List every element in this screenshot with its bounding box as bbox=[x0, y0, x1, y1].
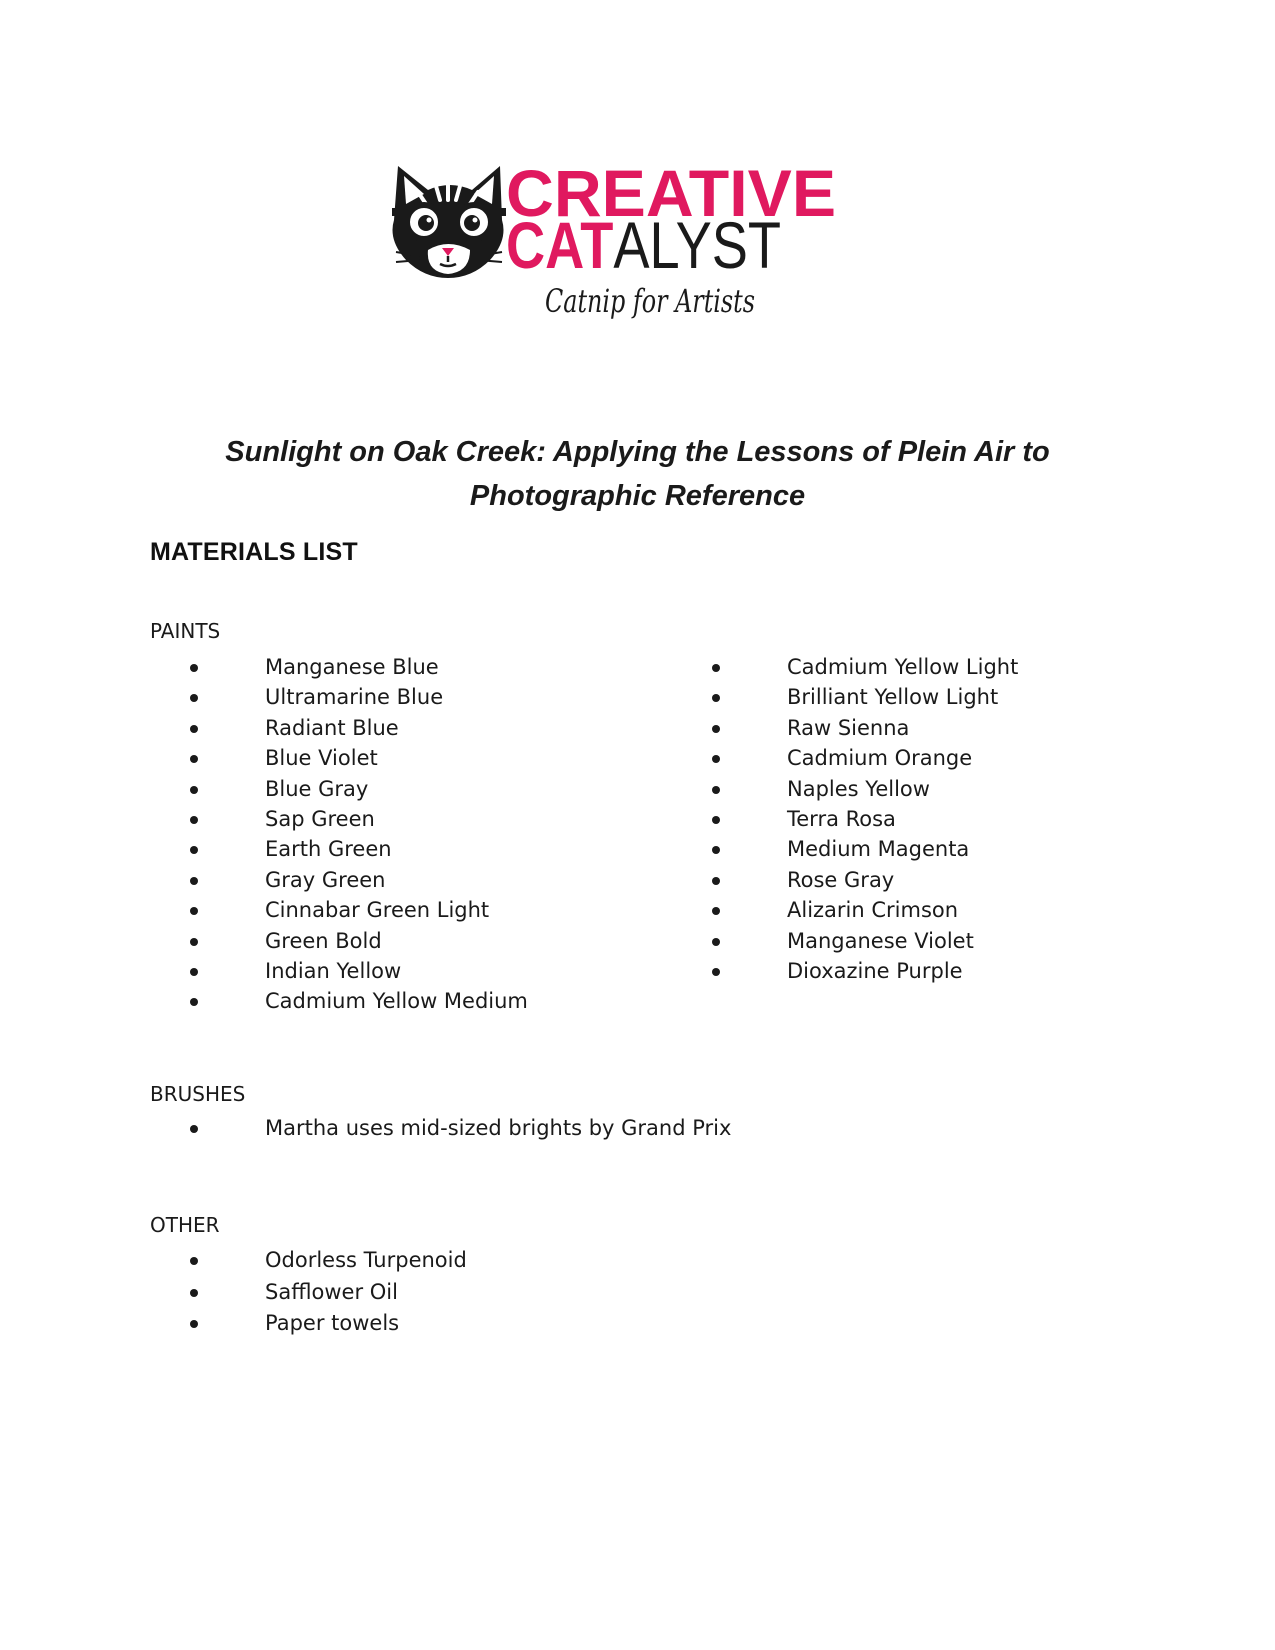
bullet-icon bbox=[190, 786, 198, 794]
bullet-icon bbox=[190, 816, 198, 824]
bullet-icon bbox=[712, 846, 720, 854]
bullet-icon bbox=[712, 877, 720, 885]
list-item: Blue Violet bbox=[190, 743, 528, 773]
list-item: Gray Green bbox=[190, 865, 528, 895]
list-item: Odorless Turpenoid bbox=[190, 1245, 467, 1277]
list-item: Cadmium Orange bbox=[712, 743, 1018, 773]
bullet-icon bbox=[712, 755, 720, 763]
logo-tagline: Catnip for Artists bbox=[545, 282, 755, 320]
bullet-icon bbox=[712, 968, 720, 976]
list-item: Raw Sienna bbox=[712, 713, 1018, 743]
list-item: Brilliant Yellow Light bbox=[712, 682, 1018, 712]
brand-logo bbox=[390, 160, 880, 350]
bullet-icon bbox=[190, 1320, 198, 1328]
bullet-icon bbox=[190, 907, 198, 915]
bullet-icon bbox=[190, 755, 198, 763]
bullet-icon bbox=[712, 816, 720, 824]
document-title bbox=[150, 430, 1125, 518]
bullet-icon bbox=[190, 664, 198, 672]
other-label: OTHER bbox=[150, 1213, 220, 1237]
list-item: Martha uses mid-sized brights by Grand Prix bbox=[190, 1113, 731, 1145]
other-list bbox=[190, 1245, 467, 1340]
list-item: Green Bold bbox=[190, 926, 528, 956]
bullet-icon bbox=[712, 664, 720, 672]
list-item: Medium Magenta bbox=[712, 834, 1018, 864]
list-item: Sap Green bbox=[190, 804, 528, 834]
bullet-icon bbox=[190, 1125, 198, 1133]
paints-list-left bbox=[190, 652, 528, 1017]
list-item: Terra Rosa bbox=[712, 804, 1018, 834]
bullet-icon bbox=[190, 968, 198, 976]
svg-text:CATALYST bbox=[506, 208, 818, 282]
list-item: Radiant Blue bbox=[190, 713, 528, 743]
bullet-icon bbox=[190, 694, 198, 702]
title-line-2: Photographic Reference bbox=[469, 480, 806, 512]
list-item: Ultramarine Blue bbox=[190, 682, 528, 712]
logo-line2-bold: CAT bbox=[506, 208, 637, 282]
bullet-icon bbox=[190, 725, 198, 733]
paints-list-right bbox=[712, 652, 1018, 986]
list-item: Manganese Violet bbox=[712, 926, 1018, 956]
list-item: Cadmium Yellow Light bbox=[712, 652, 1018, 682]
logo-line2-light: ALYST bbox=[613, 208, 818, 282]
list-item: Indian Yellow bbox=[190, 956, 528, 986]
list-item: Rose Gray bbox=[712, 865, 1018, 895]
bullet-icon bbox=[190, 1289, 198, 1297]
list-item: Safflower Oil bbox=[190, 1277, 467, 1309]
list-item: Naples Yellow bbox=[712, 774, 1018, 804]
bullet-icon bbox=[190, 998, 198, 1006]
bullet-icon bbox=[190, 877, 198, 885]
list-item: Manganese Blue bbox=[190, 652, 528, 682]
list-item: Earth Green bbox=[190, 834, 528, 864]
bullet-icon bbox=[712, 938, 720, 946]
paints-label: PAINTS bbox=[150, 619, 221, 643]
list-item: Dioxazine Purple bbox=[712, 956, 1018, 986]
list-item: Cadmium Yellow Medium bbox=[190, 986, 528, 1016]
brushes-list bbox=[190, 1113, 731, 1145]
list-item: Alizarin Crimson bbox=[712, 895, 1018, 925]
bullet-icon bbox=[712, 786, 720, 794]
bullet-icon bbox=[190, 1257, 198, 1265]
bullet-icon bbox=[712, 694, 720, 702]
bullet-icon bbox=[712, 725, 720, 733]
bullet-icon bbox=[712, 907, 720, 915]
list-item: Cinnabar Green Light bbox=[190, 895, 528, 925]
list-item: Blue Gray bbox=[190, 774, 528, 804]
cat-with-glasses-icon bbox=[392, 166, 506, 278]
bullet-icon bbox=[190, 846, 198, 854]
title-line-1: Sunlight on Oak Creek: Applying the Lessons of Plein Air to bbox=[225, 436, 1050, 468]
bullet-icon bbox=[190, 938, 198, 946]
materials-list-heading: MATERIALS LIST bbox=[150, 538, 358, 566]
logo-line1: CREATIVE bbox=[506, 160, 836, 230]
brushes-label: BRUSHES bbox=[150, 1082, 246, 1106]
list-item: Paper towels bbox=[190, 1308, 467, 1340]
